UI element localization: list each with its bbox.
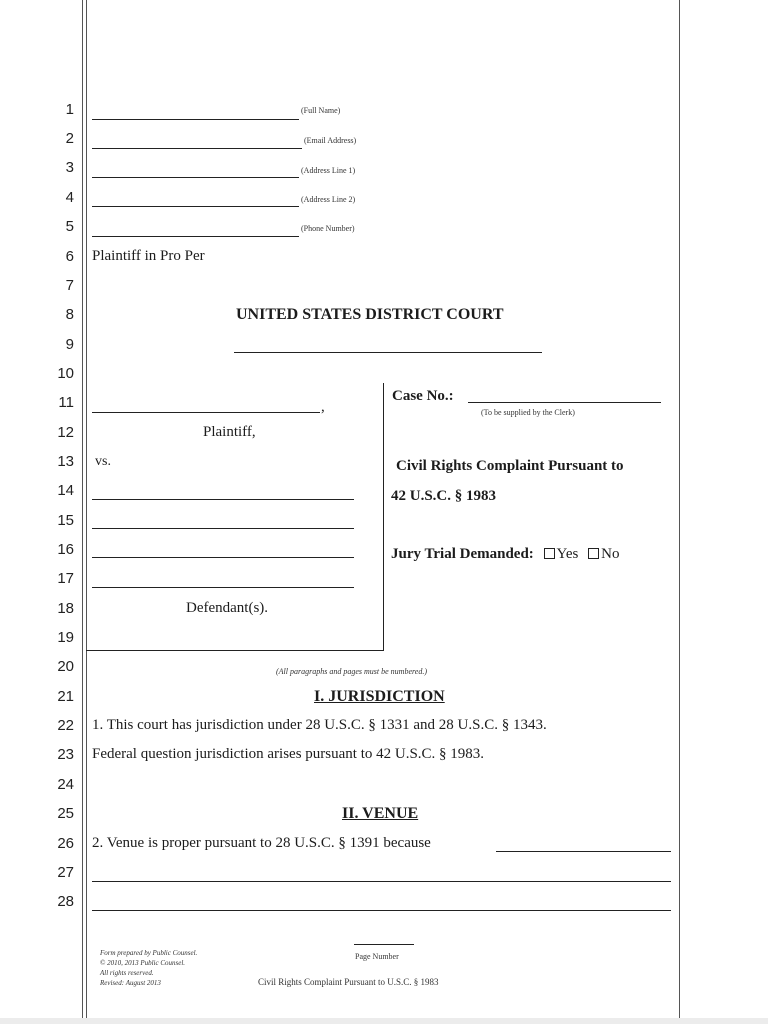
jury-trial-label: Jury Trial Demanded: bbox=[391, 546, 534, 562]
jurisdiction-heading: I. JURISDICTION bbox=[314, 688, 445, 705]
phone-field[interactable] bbox=[92, 236, 299, 237]
defendant-field-3[interactable] bbox=[92, 557, 354, 558]
line-number: 9 bbox=[65, 336, 74, 353]
footer-prepared-by bbox=[100, 948, 197, 988]
plaintiff-comma: , bbox=[321, 399, 325, 415]
plaintiff-label: Plaintiff, bbox=[203, 424, 256, 440]
line-number: 16 bbox=[57, 541, 74, 558]
court-title: UNITED STATES DISTRICT COURT bbox=[236, 306, 504, 323]
venue-heading: II. VENUE bbox=[342, 805, 419, 822]
line-number: 8 bbox=[65, 306, 74, 323]
district-field[interactable] bbox=[234, 352, 542, 353]
plaintiff-name-field[interactable] bbox=[92, 412, 320, 413]
venue-reason-field-2[interactable] bbox=[92, 881, 671, 882]
jury-no-checkbox[interactable] bbox=[588, 548, 599, 559]
line-number: 15 bbox=[57, 512, 74, 529]
line-number: 6 bbox=[65, 248, 74, 265]
venue-reason-field-1[interactable] bbox=[496, 851, 671, 852]
full-name-label: (Full Name) bbox=[301, 106, 341, 115]
vs-label: vs. bbox=[95, 454, 111, 469]
line-number: 12 bbox=[57, 424, 74, 441]
line-number: 4 bbox=[65, 189, 74, 206]
jury-yes-label: Yes bbox=[556, 546, 579, 562]
address-line-1-label: (Address Line 1) bbox=[301, 166, 356, 175]
line-number: 13 bbox=[57, 453, 74, 470]
line-number: 19 bbox=[57, 629, 74, 646]
venue-reason-field-3[interactable] bbox=[92, 910, 671, 911]
plaintiff-in-pro-per: Plaintiff in Pro Per bbox=[92, 248, 205, 264]
caption-bottom-rule bbox=[86, 650, 384, 651]
line-number: 21 bbox=[57, 688, 74, 705]
page-number-label: Page Number bbox=[355, 952, 399, 961]
line-number: 17 bbox=[57, 570, 74, 587]
caption-top-rule bbox=[383, 383, 384, 650]
case-no-note: (To be supplied by the Clerk) bbox=[481, 408, 575, 417]
line-number: 1 bbox=[65, 101, 74, 118]
line-number: 27 bbox=[57, 864, 74, 881]
jury-yes-checkbox[interactable] bbox=[544, 548, 555, 559]
jurisdiction-line-1: 1. This court has jurisdiction under 28 U.S.C. § 1331 and 28 U.S.C. § 1343. bbox=[92, 717, 547, 733]
line-number: 25 bbox=[57, 805, 74, 822]
address-line-2-label: (Address Line 2) bbox=[301, 195, 356, 204]
phone-label: (Phone Number) bbox=[301, 224, 355, 233]
email-label: (Email Address) bbox=[304, 136, 357, 145]
defendant-field-1[interactable] bbox=[92, 499, 354, 500]
line-number: 23 bbox=[57, 746, 74, 763]
footer-form-title: Civil Rights Complaint Pursuant to U.S.C. § 1983 bbox=[258, 977, 439, 987]
page-number-field[interactable] bbox=[354, 944, 414, 945]
jury-no-label: No bbox=[601, 546, 620, 562]
complaint-title-line-2: 42 U.S.C. § 1983 bbox=[391, 488, 497, 504]
line-number: 3 bbox=[65, 159, 74, 176]
right-margin-rule bbox=[679, 0, 680, 1024]
line-number: 7 bbox=[65, 277, 74, 294]
email-field[interactable] bbox=[92, 148, 302, 149]
line-number: 26 bbox=[57, 835, 74, 852]
complaint-title-line-1: Civil Rights Complaint Pursuant to bbox=[396, 458, 624, 474]
line-number: 20 bbox=[57, 658, 74, 675]
line-number: 11 bbox=[58, 394, 74, 411]
jury-trial-row bbox=[391, 546, 619, 563]
footer-prepared-line-4: Revised: August 2013 bbox=[100, 979, 161, 987]
jurisdiction-line-2: Federal question jurisdiction arises pursuant to 42 U.S.C. § 1983. bbox=[92, 746, 485, 762]
defendants-label: Defendant(s). bbox=[186, 600, 269, 616]
line-number: 24 bbox=[57, 776, 74, 793]
venue-line-1: 2. Venue is proper pursuant to 28 U.S.C. § 1391 because bbox=[92, 835, 431, 851]
line-number: 22 bbox=[57, 717, 74, 734]
case-no-label: Case No.: bbox=[392, 388, 454, 404]
line-number: 28 bbox=[57, 893, 74, 910]
numbering-note: (All paragraphs and pages must be numbered.) bbox=[276, 667, 428, 676]
left-margin-rule-outer bbox=[82, 0, 83, 1024]
full-name-field[interactable] bbox=[92, 119, 299, 120]
line-number: 14 bbox=[57, 482, 74, 499]
left-margin-rule-inner bbox=[86, 0, 87, 1024]
defendant-field-2[interactable] bbox=[92, 528, 354, 529]
line-number: 10 bbox=[57, 365, 74, 382]
defendant-field-4[interactable] bbox=[92, 587, 354, 588]
footer-prepared-line-2: © 2010, 2013 Public Counsel. bbox=[100, 959, 186, 967]
address-line-2-field[interactable] bbox=[92, 206, 299, 207]
case-no-field[interactable] bbox=[468, 402, 661, 403]
footer-prepared-line-1: Form prepared by Public Counsel. bbox=[100, 949, 198, 957]
line-number: 5 bbox=[65, 218, 74, 235]
line-number: 18 bbox=[57, 600, 74, 617]
line-number: 2 bbox=[65, 130, 74, 147]
jury-no-option[interactable] bbox=[588, 546, 619, 562]
bottom-bar bbox=[0, 1018, 768, 1024]
address-line-1-field[interactable] bbox=[92, 177, 299, 178]
footer-prepared-line-3: All rights reserved. bbox=[100, 969, 154, 977]
jury-yes-option[interactable] bbox=[544, 546, 579, 562]
